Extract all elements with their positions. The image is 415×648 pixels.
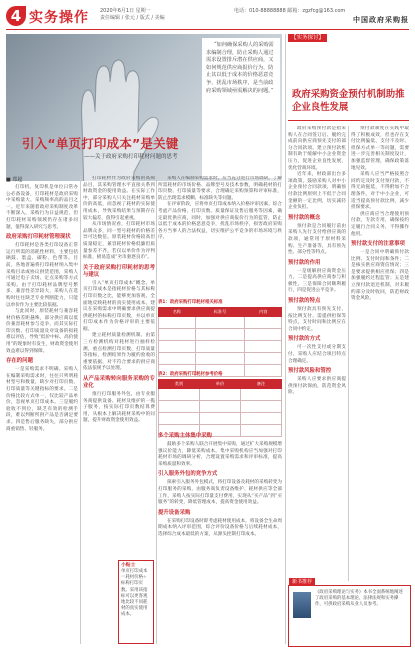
article-column-2: 打印耗材作为政府采购的高频品目，其采购管理水平直接关系到财政资金的使用效益。在实际工作中，部分采购人只关注耗材采购单价的高低，而忽视了耗材的实际使用成本，导致采购结果与预期存在较大偏差，值得引起重视。 从市场情况看，打印耗材市场品牌众多，同一型号耗材的价格差异可达数倍。原装耗材价格较高但质量稳定，兼容耗材价格低廉但质量参差不齐。若仅以单价作为评判标准，极易造成“劣币驱逐良币”。 关于政府采购打印耗材的思考与建议 引入“单页打印成本”概念。单页打印成本是指耗材价格与其标称打印页数之比，能够更加客观、全面地反映耗材的真实使用成本。建议在采购需求中明确要求供应商提供耗材的标称打印页数，并以单页打印成本作为价格评审的主要依据。 建立耗材质量检测机制。由第三方检测机构对耗材进行抽样检测，重点检测打印页数、打印质量等指标，检测结果作为履约验收的重要依据，对不符合要求的供应商依法依规予以处理。 从产品采购转向服务采购的专业化 推行打印服务外包，由专业服务商提供设备、耗材及维护的一揽子服务，按实际打印页数结算费用，从根本上解决耗材采购中的问题，提升财政资金使用效益。 (83, 176, 155, 424)
table-header: 备注 (241, 380, 282, 389)
feature-tag: 【实务探讨】 (288, 34, 327, 42)
table-caption: 表1：政府采购打印耗材相关标准 (158, 300, 223, 305)
feature-heading: 预付款的方式 (288, 336, 321, 343)
feature-column-1: 政府采购预付款是指采购人在合同签订后、履约完成前向供应商预先支付的部分合同款项。建立预付款机制有助于缓解中小企业资金压力，促进企业良性发展，优化营商环境。 近年来，财政部出台多项政策，鼓励采购人对中小企业预付合同款项，明确预付款比例原则上不低于合同金额的一定比例，切实减轻企业负担。 预付款的概念 预付款是合同履行前由采购人先行支付给供应商的款项，通常用于原材料采购、生产准备等，具有预先性、部分性等特点。 预付款的作用 一是缓解供应商资金压力，二是提高供应商参与积极性，三是保障合同顺利履行，四是促进公平竞争。 预付款的特点 预付款具有预先支付、按比例支付、需提供担保等特点，支付时间和比例应在合同中约定。 预付款的方式 可一次性支付或分期支付，采购人应结合项目特点合理确定。 预付款风险和管控 采购人应要求供应商提供预付款保函，防范资金风险。 (288, 126, 346, 396)
article-headline: 引入“单页打印成本”是关键 (22, 136, 179, 151)
table-header: 单价 (200, 380, 241, 389)
issue-editors: 责任编辑 / 张元 / 版式 / 美编 (100, 15, 165, 21)
feature-heading: 预付款的作用 (288, 259, 321, 266)
book-cover-image (293, 592, 311, 618)
standards-table (158, 300, 282, 377)
table-header: 类别 (159, 380, 200, 389)
table-header: 内容 (245, 308, 282, 317)
feature-rule (288, 120, 409, 121)
page-number-badge: 4 (6, 6, 26, 26)
issue-info (100, 8, 165, 22)
masthead: 中国政府采购报 (353, 15, 409, 24)
feature-heading: 预付款的概念 (288, 214, 321, 221)
table-row (159, 400, 282, 412)
section-heading: 从产品采购转向服务采购的专业化 (83, 376, 155, 390)
column-rule (80, 176, 81, 644)
table-row (159, 340, 282, 352)
section-heading: 存在的问题 (6, 358, 33, 365)
header-rule (6, 29, 409, 30)
feature-title: 政府采购资金预付机制助推企业良性发展 (292, 89, 405, 113)
section-title: 实务操作 (29, 10, 89, 26)
column-rule (156, 176, 157, 644)
article-column-1: ■ 郑超 打印机、复印机是单位日常办公必备设备，打印耗材是政府采购中采购量大、采购频率高的品目之一。近年来随着政府采购制度改革不断深入，采购行为日益规范，但打印耗材采购领域仍存在诸多问题，值得深入研究与思考。 政府采购打印耗材管理现状 打印耗材是各类打印设备正常运行所需的消耗性材料，主要包括硒鼓、墨盒、碳粉、色带等。目前，各地普遍将打印耗材纳入集中采购目录或协议供货范围，采购人可通过电子卖场、定点采购等方式采购。由于打印耗材品牌型号繁多、兼容性差异较大，采购人在选购时往往缺乏专业判断能力，只能以单价作为主要比较依据。 与此同时，原装耗材与兼容耗材价格差距悬殊，部分供应商以低价兼容耗材参与竞争，而其实际打印页数、打印质量及对设备的损耗难以评估，导致“低价中标、高价使用”的现象时有发生，财政资金使用效益难以得到保障。 存在的问题 一是采购需求不明确。采购人在编制采购需求时，往往只列明耗材型号和数量，缺少对打印页数、打印质量等关键指标的要求。二是价格比较方式单一，仅比较产品单价，忽视单页打印成本。三是履约验收不到位，缺乏有效的检测手段，难以判断所供产品是否满足要求。四是售后服务缺失，部分供应商重销售、轻服务。 (6, 177, 78, 432)
book-tag: 新书推荐 (289, 578, 315, 586)
table-row (159, 388, 282, 400)
issue-date: 2020年6月1日 星期一 (100, 8, 151, 14)
article-column-4: 多个采购主体集中采购 鼓励多个采购人联合开展集中采购，通过扩大采购规模增强议价能力，降低采购成本。集中采购机构应当加强对打印耗材市场的调研分析，合理设置采购需求和评审标准，提高采购质量和效率。 引入服务外包的竞争方式 探索引入服务外包模式，将打印设备及耗材的采购转变为打印服务的采购，由服务商负责设备维护、耗材供应等全部工作，采购人按实际打印量支付费用，实现从“买产品”到“买服务”的转变，降低管理成本，提高资金使用效益。 提升设备采购 在采购打印设备时即考虑耗材使用成本，将设备全生命周期成本纳入评审范围，综合评价设备价格与后续耗材成本，选择综合成本最低的方案，从源头控制打印成本。 (158, 433, 282, 537)
pull-quote (202, 38, 280, 178)
table-caption: 表2：政府采购打印耗材参考价格 (158, 372, 223, 377)
sidebar-box: 小贴士 单页打印成本＝耗材价格÷标称打印页数。采用该指标可以更客观地比较不同耗材的真实使用成本。 (118, 560, 154, 644)
table-header: 标准号 (195, 308, 245, 317)
pull-quote-text: “如何确保采购人的采购需求编制合理，防止采购人通过需求设置排斥潜在供应商，又如何规范供应商报价行为，防止其以低于成本的价格恶意竞争、扰乱市场秩序，是当前政府采购领域亟需解决的问题。” (206, 42, 274, 94)
table-row (159, 412, 282, 424)
table (158, 307, 282, 377)
section-heading: 政府采购打印耗材管理现状 (6, 234, 71, 241)
page-header (6, 4, 409, 34)
feature-column-2: 预付款制度在实践中取得了积极成效，但也存在支付比例偏低、支付不及时、担保方式单一等问题，需要进一步完善相关制度设计，加强监督管理，确保政策落地见效。 采购人应当严格按照合同约定及时支付预付款，不得无故拖延，不得附加不合理条件。对于中小企业，可适当提高预付款比例，减少担保要求。 供应商应当合理使用预付款，专款专用，确保按约定履行合同义务，不得挪作他用。 预付款支付的注意事项 一是合同中明确预付款比例、支付时间和条件；二是核实供应商资信情况；三是要求提供相应担保；四是加强履约过程监管；五是建立预付款退还机制，对未履约部分及时收回，防范财政资金风险。 (351, 126, 409, 302)
sidebar-box-title: 小贴士 (121, 563, 136, 568)
feature-heading: 预付款风险和管控 (288, 368, 332, 375)
article-author: ■ 郑超 (6, 177, 23, 183)
column-rule (348, 126, 349, 581)
section-heading: 关于政府采购打印耗材的思考与建议 (83, 264, 155, 278)
section-heading: 引入服务外包的竞争方式 (158, 471, 218, 478)
contact-info: 电话：010-88888888 邮箱：zgzfcg@163.com (234, 8, 346, 14)
price-table (158, 372, 282, 437)
table-row (159, 316, 282, 328)
table (158, 379, 282, 437)
section-heading: 提升设备采购 (158, 509, 191, 516)
table-row (159, 328, 282, 340)
book-description: 《政府采购理论与实务》本书全面系统地阐述了政府采购的基本理论、法律法规和实务操作，可供政府采购从业人员参考。 (315, 590, 403, 608)
hand-illustration (54, 52, 164, 181)
book-recommendation (288, 579, 411, 647)
column-rule (285, 34, 286, 644)
feature-heading: 预付款的特点 (288, 298, 321, 305)
table-row (159, 352, 282, 364)
feature-heading: 预付款支付的注意事项 (351, 241, 405, 248)
table-header: 名称 (159, 308, 196, 317)
article-subheadline: ——关于政府采购打印耗材问题的思考 (84, 154, 178, 160)
article-column-3: 采购人在编制采购需求时，应当充分进行市场调研，了解所需耗材的市场价格、品牌型号及技术参数，明确耗材的打印页数、打印质量等要求，合理确定采购预算和评审标准，防止出现需求模糊、标准缺失等问题。 在评审阶段，应将单页打印成本纳入价格评审因素，综合考虑产品价格、打印页数、质量保证及售后服务等因素，确定最优供应商。同时，加强对供应商报价行为的监管，防止以低于成本的价格恶意竞争，扰乱市场秩序，损害政府采购各方当事人的合法权益，切实维护公平竞争的市场环境与秩序。 (158, 176, 282, 241)
section-heading: 多个采购主体集中采购 (158, 433, 212, 439)
